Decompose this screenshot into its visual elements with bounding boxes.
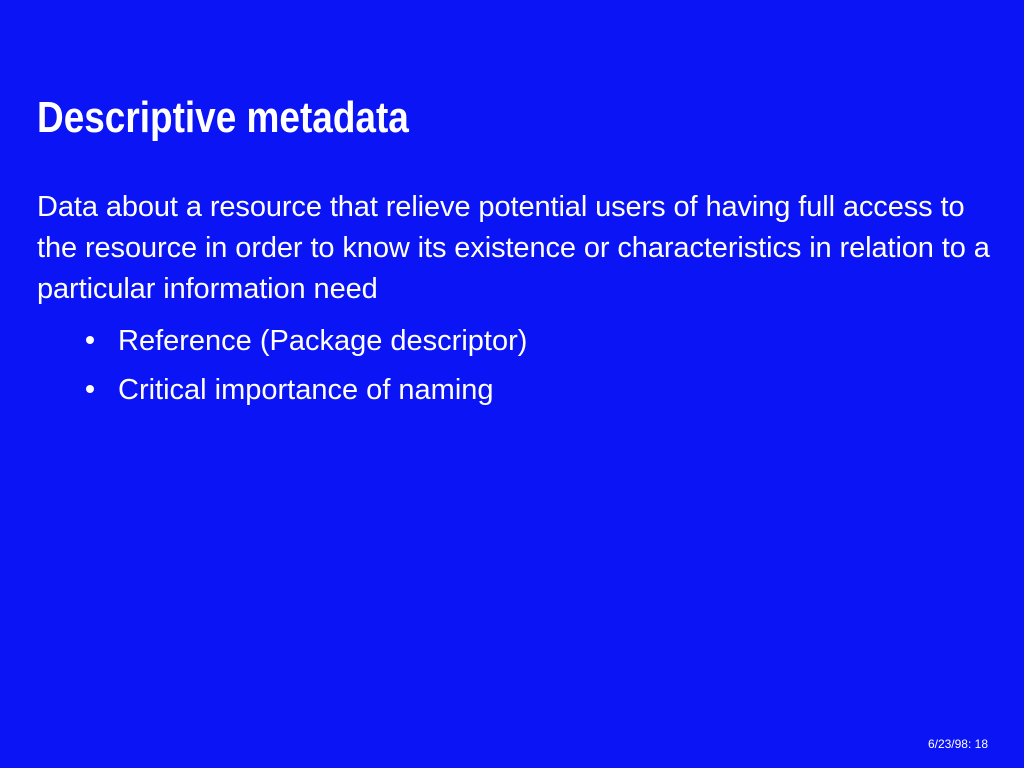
bullet-label: Critical importance of naming bbox=[118, 374, 494, 406]
bullet-dot-icon bbox=[86, 385, 94, 393]
bullet-dot-icon bbox=[86, 336, 94, 344]
bullet-list bbox=[86, 317, 527, 415]
slide-title: Descriptive metadata bbox=[37, 93, 409, 142]
slide-footer-date-page: 6/23/98: 18 bbox=[927, 737, 988, 751]
slide-body-text: Data about a resource that relieve potential users of having full access to the resource in order to know its existence or characteristics in relation to a particular information need bbox=[37, 191, 990, 305]
bullet-item bbox=[86, 317, 527, 366]
bullet-label: Reference (Package descriptor) bbox=[118, 325, 528, 357]
bullet-item bbox=[86, 366, 527, 415]
